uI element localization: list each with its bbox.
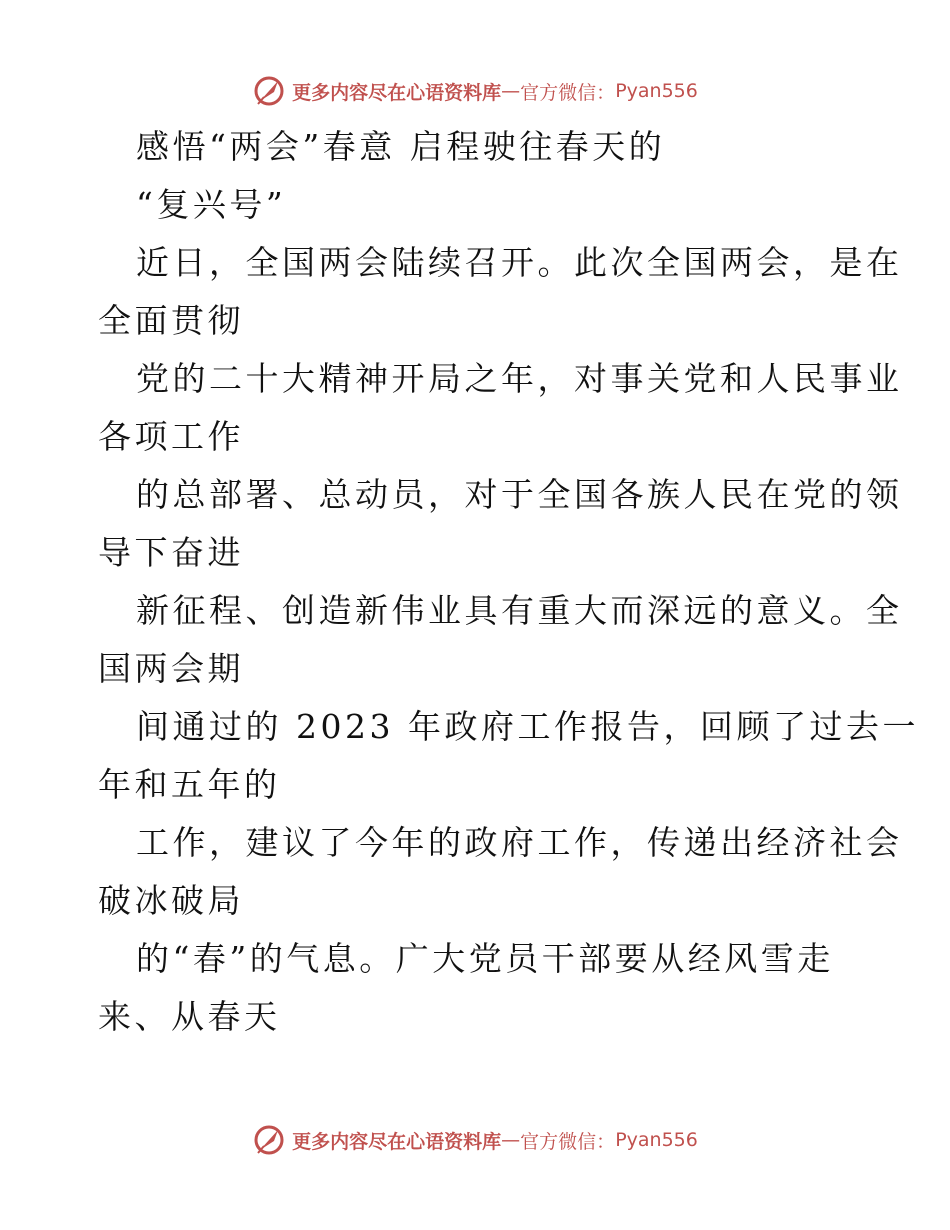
doc-title-line-1: 感悟“两会”春意 启程驶往春天的 — [136, 127, 666, 166]
text-line: 党的二十大精神开局之年，对事关党和人民事业 — [136, 359, 903, 398]
header-banner — [0, 71, 950, 111]
text-line: 年和五年的 — [98, 765, 281, 804]
banner-dash: — — [501, 1129, 521, 1151]
quill-logo-icon — [252, 1123, 286, 1157]
banner-wechat-label: 官方微信： — [520, 1130, 616, 1153]
text-line: 来、从春天 — [98, 997, 281, 1036]
text-line: 间通过的 2023 年政府工作报告，回顾了过去一 — [136, 707, 919, 746]
text-line: 导下奋进 — [98, 533, 244, 572]
text-line: 各项工作 — [98, 417, 244, 456]
banner-dash: — — [501, 80, 521, 102]
text-line: 全面贯彻 — [98, 301, 244, 340]
text-line: 近日，全国两会陆续召开。此次全国两会，是在 — [136, 243, 903, 282]
banner-wechat-label: 官方微信： — [520, 81, 616, 104]
banner-wechat-id: Pyan556 — [615, 80, 698, 102]
banner-text: 更多内容尽在心语资料库 — [292, 1130, 502, 1153]
text-line: 破冰破局 — [98, 881, 244, 920]
text-line: 工作，建议了今年的政府工作，传递出经济社会 — [136, 823, 903, 862]
document-body — [98, 118, 919, 1046]
text-line: 的“春”的气息。广大党员干部要从经风雪走 — [136, 939, 834, 978]
banner-wechat-id: Pyan556 — [615, 1129, 698, 1151]
footer-banner — [0, 1120, 950, 1160]
banner-text: 更多内容尽在心语资料库 — [292, 81, 502, 104]
quill-logo-icon — [252, 74, 286, 108]
text-line: 的总部署、总动员，对于全国各族人民在党的领 — [136, 475, 903, 514]
doc-title-line-2: “复兴号” — [136, 185, 287, 224]
text-line: 国两会期 — [98, 649, 244, 688]
text-line: 新征程、创造新伟业具有重大而深远的意义。全 — [136, 591, 903, 630]
